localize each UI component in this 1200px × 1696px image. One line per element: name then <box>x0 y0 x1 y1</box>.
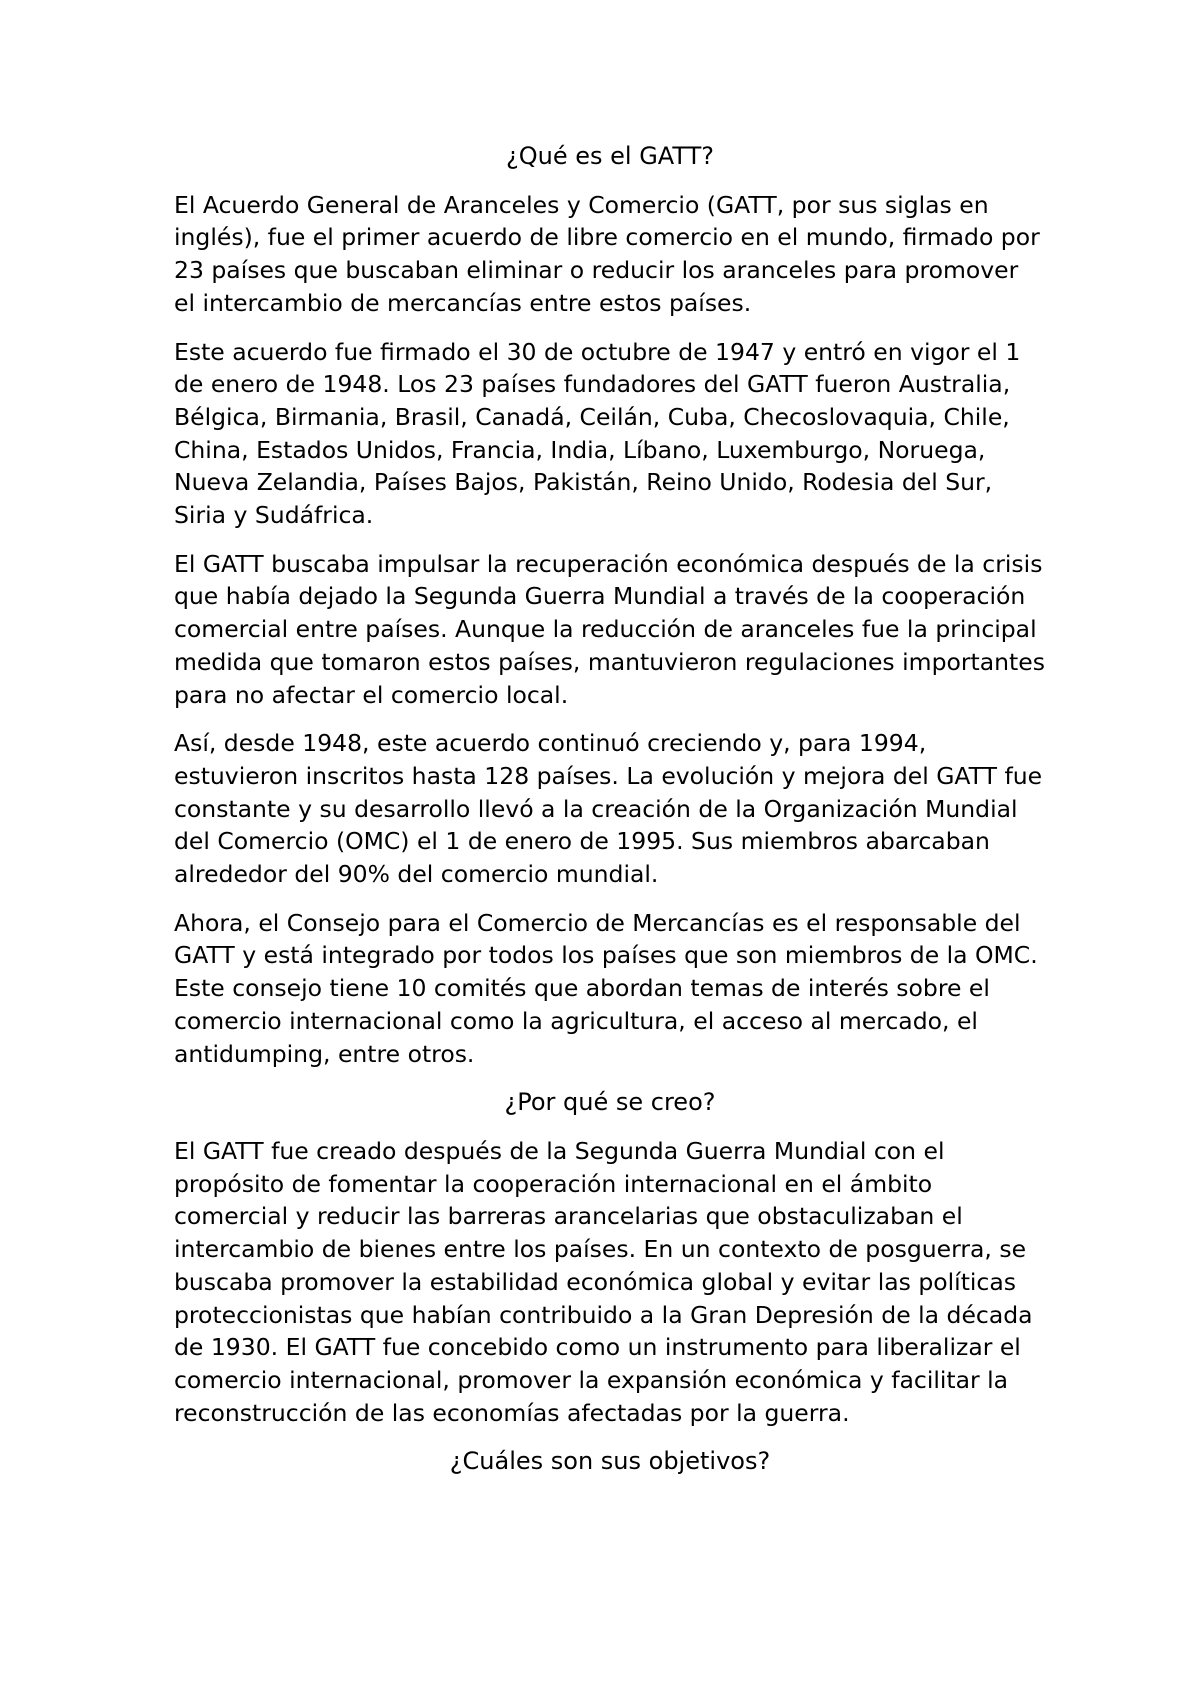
paragraph: Ahora, el Consejo para el Comercio de Mercancías es el responsable del GATT y está integrado por todos los países que son miembros de la OMC. Este consejo tiene 10 comités que abordan temas de interés sobre el comercio internacional como la agricultura, el acceso al mercado, el antidumping, entre otros. <box>174 908 1038 1068</box>
paragraph: Así, desde 1948, este acuerdo continuó creciendo y, para 1994, estuvieron inscritos hasta 128 países. La evolución y mejora del GATT fue constante y su desarrollo llevó a la creación de la Organización Mundial del Comercio (OMC) el 1 de enero de 1995. Sus miembros abarcaban alrededor del 90% del comercio mundial. <box>174 729 1043 889</box>
document-body <box>174 140 1046 1494</box>
paragraph: Este acuerdo fue firmado el 30 de octubre de 1947 y entró en vigor el 1 de enero de 1948. Los 23 países fundadores del GATT fueron Australia, Bélgica, Birmania, Brasil, Canadá, Ceilán, Cuba, Checoslovaquia, Chile, China, Estados Unidos, Francia, India, Líbano, Luxemburgo, Noruega, Nueva Zelandia, Países Bajos, Pakistán, Reino Unido, Rodesia del Sur, Siria y Sudáfrica. <box>174 337 1021 530</box>
section-heading-por-que: ¿Por qué se creo? <box>504 1088 716 1117</box>
paragraph: El GATT fue creado después de la Segunda Guerra Mundial con el propósito de fomentar la cooperación internacional en el ámbito comercial y reducir las barreras arancelarias que obstaculizaban el intercambio de bienes entre los países. En un contexto de posguerra, se buscaba promover la estabilidad económica global y evitar las políticas proteccionistas que habían contribuido a la Gran Depresión de la década de 1930. El GATT fue concebido como un instrumento para liberalizar el comercio internacional, promover la expansión económica y facilitar la reconstrucción de las economías afectadas por la guerra. <box>174 1136 1033 1427</box>
paragraph: El Acuerdo General de Aranceles y Comercio (GATT, por sus siglas en inglés), fue el primer acuerdo de libre comercio en el mundo, firmado por 23 países que buscaban eliminar o reducir los aranceles para promover el intercambio de mercancías entre estos países. <box>174 190 1040 317</box>
section-heading-objetivos: ¿Cuáles son sus objetivos? <box>449 1447 771 1476</box>
section-heading-que-es: ¿Qué es el GATT? <box>506 142 714 170</box>
paragraph: El GATT buscaba impulsar la recuperación económica después de la crisis que había dejado la Segunda Guerra Mundial a través de la cooperación comercial entre países. Aunque la reducción de aranceles fue la principal medida que tomaron estos países, mantuvieron regulaciones importantes para no afectar el comercio local. <box>174 549 1045 709</box>
